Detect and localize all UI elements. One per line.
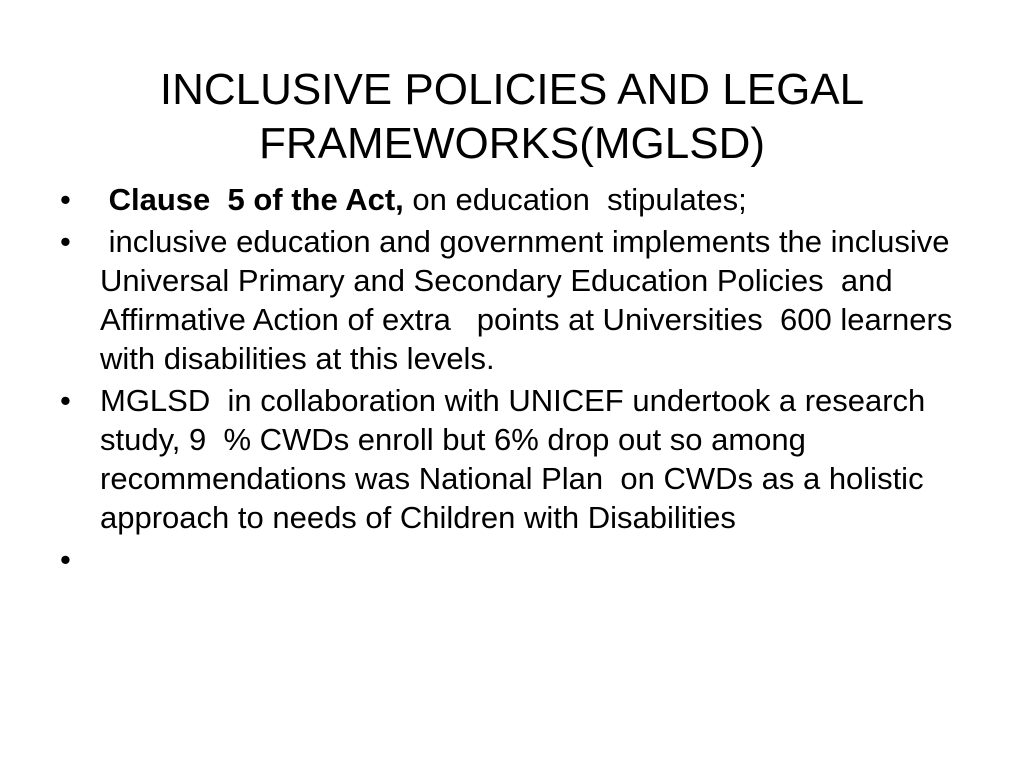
mglsd-research-text: MGLSD in collaboration with UNICEF undertook a research study, 9 % CWDs enroll but 6% drop out so among recommendations was National Plan on CWDs as a holistic approach to needs of Children with Disabilities bbox=[100, 383, 934, 535]
clause-bold-text: Clause 5 of the Act, bbox=[100, 182, 404, 217]
bullet-icon: • bbox=[60, 542, 71, 577]
bullet-icon: • bbox=[60, 224, 71, 259]
slide-title-line-1: INCLUSIVE POLICIES AND LEGAL bbox=[159, 65, 865, 115]
bullet-list bbox=[60, 180, 980, 577]
bullet-icon: • bbox=[60, 383, 71, 418]
bullet-item-inclusive-education bbox=[60, 222, 980, 378]
bullet-icon: • bbox=[60, 182, 71, 217]
bullet-item-mglsd-research bbox=[60, 381, 980, 537]
slide-title bbox=[60, 63, 964, 171]
clause-text: on education stipulates; bbox=[403, 182, 747, 217]
bullet-item-clause bbox=[60, 180, 980, 219]
slide-title-line-2: FRAMEWORKS(MGLSD) bbox=[259, 119, 765, 169]
inclusive-education-text: inclusive education and government implements the inclusive Universal Primary and Secondary Education Policies and Affirmative Action of extra points at Universities 600 learners with disabilities at this levels. bbox=[100, 224, 967, 376]
